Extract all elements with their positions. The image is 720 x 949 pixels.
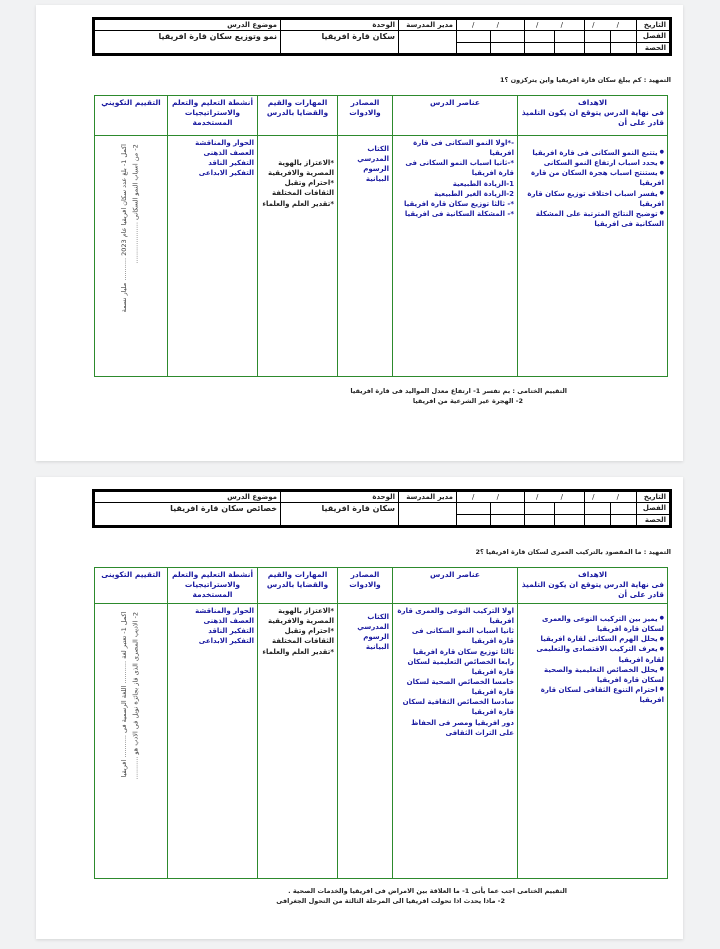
lesson-header-table bbox=[92, 489, 672, 528]
period-cell[interactable] bbox=[457, 43, 491, 55]
activity-item: الحوار والمناقشة bbox=[195, 607, 254, 615]
resources-cell bbox=[338, 604, 393, 879]
final-assessment-line: التقييم الختامى : بم تفسر 1- ارتفاع معدل المواليد فى قارة افريقيا bbox=[350, 387, 567, 395]
resource-item: الكتاب المدرسي bbox=[357, 613, 389, 632]
period-cell[interactable] bbox=[491, 43, 525, 55]
skill-item: *احترام وتقبل الثقافات المختلفة bbox=[272, 627, 334, 646]
lesson-plan-table bbox=[94, 567, 668, 879]
unit-value: سكان قارة افريقيا bbox=[281, 503, 399, 527]
objective-item: ● يحلل الخصائص التعليمية والصحية لسكان قارة افريقيا bbox=[521, 665, 664, 685]
unit-label: الوحدة bbox=[281, 491, 399, 503]
objective-item: ● توضيح النتائج المترتبة على المشكلة السكانية فى افريقيا bbox=[521, 209, 664, 229]
intro-question: التمهيد : كم يبلغ سكان قارة افريقيا واين يتركزون ؟1 bbox=[500, 76, 671, 84]
period-cell[interactable] bbox=[611, 515, 637, 527]
class-label: الفصل bbox=[637, 503, 671, 515]
element-item: رابعا الخصائص التعليمية لسكان قارة افريقيا bbox=[407, 657, 514, 676]
document-page-2 bbox=[36, 477, 683, 939]
intro-question: التمهيد : ما المقصود بالتركيب العمرى لسكان قارة افريقيا ؟2 bbox=[475, 548, 671, 556]
objectives-title: الاهداف bbox=[578, 570, 607, 579]
activity-item: العصف الذهنى bbox=[203, 149, 254, 158]
date-label: التاريخ bbox=[637, 19, 671, 31]
date-slot[interactable]: / / bbox=[525, 19, 585, 31]
activities-cell bbox=[168, 136, 258, 377]
activities-header: أنشطة التعليم والتعلم والاستراتيجيات المستخدمة bbox=[168, 568, 258, 604]
objective-item: ● يستنتج اسباب هجرة السكان من قارة افريقيا bbox=[521, 168, 664, 188]
topic-label: موضوع الدرس bbox=[94, 19, 281, 31]
element-item: ثالثا توزيع سكان قارة افريقيا bbox=[413, 647, 514, 656]
objective-item: ● يحدد اسباب ارتفاع النمو السكانى bbox=[521, 158, 664, 168]
element-item: اولا التركيب النوعى والعمرى قارة افريقيا bbox=[397, 607, 514, 626]
class-cell[interactable] bbox=[585, 503, 611, 515]
element-item: *- المشكلة السكانية فى افريقيا bbox=[404, 209, 514, 218]
topic-label: موضوع الدرس bbox=[94, 491, 281, 503]
element-item: دور افريقيا ومصر فى الحفاظ على التراث الثقافى bbox=[411, 718, 514, 737]
document-page-1 bbox=[36, 5, 683, 461]
class-cell[interactable] bbox=[611, 31, 637, 43]
period-cell[interactable] bbox=[555, 515, 585, 527]
skill-item: *الاعتزاز بالهوية المصرية والافريقية bbox=[268, 607, 334, 626]
objectives-cell bbox=[518, 604, 668, 879]
period-cell[interactable] bbox=[555, 43, 585, 55]
lesson-plan-table bbox=[94, 95, 668, 377]
element-item: *-ثانيا اسباب النمو السكانى فى قارة افريقيا bbox=[405, 159, 514, 178]
objective-item: ● احترام التنوع الثقافى لسكان قارة افريقيا bbox=[521, 685, 664, 705]
activity-item: التفكير الابداعى bbox=[198, 169, 254, 178]
final-assessment-line: 2- ماذا يحدث اذا تحولت افريقيا الى المرحلة الثالثة من التحول الجغرافى bbox=[276, 896, 505, 905]
principal-signature[interactable] bbox=[399, 503, 457, 527]
date-slot[interactable]: / / bbox=[585, 19, 637, 31]
resources-header: المصادر والادوات bbox=[338, 96, 393, 136]
final-assessment-line: التقييم الختامى اجب عما يأتى 1- ما العلاقة بين الامراض فى افريقيا والخدمات الصحية . bbox=[288, 887, 567, 895]
activity-item: الحوار والمناقشة bbox=[195, 139, 254, 147]
date-label: التاريخ bbox=[637, 491, 671, 503]
element-item: 1-الزيادة الطبيعية bbox=[452, 179, 514, 188]
period-cell[interactable] bbox=[457, 515, 491, 527]
date-slot[interactable]: / / bbox=[457, 19, 525, 31]
skill-item: *تقدير العلم والعلماء bbox=[262, 199, 334, 208]
date-slot[interactable]: / / bbox=[585, 491, 637, 503]
assessment-item: اكمل 1- تعتبر لغة ........... اللغة الرسمية فى ........... افريقيا bbox=[120, 612, 129, 778]
element-item: ثانيا اسباب النمو السكانى فى قارة افريقيا bbox=[411, 627, 514, 646]
period-cell[interactable] bbox=[525, 515, 555, 527]
objective-item: ● يفسر اسباب اختلاف توزيع سكان قارة افريقيا bbox=[521, 189, 664, 209]
class-cell[interactable] bbox=[457, 31, 491, 43]
assessment-cell bbox=[95, 604, 168, 879]
skill-item: *الاعتزاز بالهوية المصرية والافريقية bbox=[268, 159, 334, 178]
class-cell[interactable] bbox=[457, 503, 491, 515]
skill-item: *تقدير العلم والعلماء bbox=[262, 647, 334, 656]
period-cell[interactable] bbox=[525, 43, 555, 55]
date-slot[interactable]: / / bbox=[525, 491, 585, 503]
objective-item: ● يحلل الهرم السكانى لقارة افريقيا bbox=[521, 634, 664, 644]
class-cell[interactable] bbox=[555, 503, 585, 515]
class-cell[interactable] bbox=[525, 31, 555, 43]
skills-cell bbox=[258, 136, 338, 377]
elements-header: عناصر الدرس bbox=[393, 568, 518, 604]
date-slot[interactable]: / / bbox=[457, 491, 525, 503]
unit-value: سكان قارة افريقيا bbox=[281, 31, 399, 55]
activities-header: أنشطة التعليم والتعلم والاستراتيجيات المستخدمة bbox=[168, 96, 258, 136]
skills-header: المهارات والقيم والقضايا بالدرس bbox=[258, 568, 338, 604]
skill-item: *احترام وتقبل الثقافات المختلفة bbox=[272, 179, 334, 198]
period-cell[interactable] bbox=[611, 43, 637, 55]
element-item: *- ثالثا توزيع سكان قارة افريقيا bbox=[403, 199, 514, 208]
assessment-header: التقييم التكوينى bbox=[95, 568, 168, 604]
assessment-item: اكمل 1- بلغ عدد سكان افريقيا عام 2023 ........... مليار نسمة bbox=[120, 144, 129, 313]
period-cell[interactable] bbox=[585, 43, 611, 55]
principal-label: مدير المدرسة bbox=[399, 19, 457, 31]
objective-item: ● يميز بين التركيب النوعى والعمرى لسكان قارة افريقيا bbox=[521, 614, 664, 634]
element-item: خامسا الخصائص الصحية لسكان قارة افريقيا bbox=[406, 677, 514, 697]
period-label: الحصة bbox=[637, 43, 671, 55]
assessment-text bbox=[119, 612, 142, 779]
activity-item: العصف الذهنى bbox=[203, 617, 254, 626]
activity-item: التفكير الناقد bbox=[208, 159, 254, 168]
objectives-header bbox=[518, 568, 668, 604]
resource-item: الكتاب المدرسي bbox=[357, 145, 389, 164]
topic-value: نمو وتوزيع سكان قارة افريقيا bbox=[94, 31, 281, 55]
objectives-header bbox=[518, 96, 668, 136]
class-cell[interactable] bbox=[491, 503, 525, 515]
resources-header: المصادر والادوات bbox=[338, 568, 393, 604]
activity-item: التفكير الناقد bbox=[208, 627, 254, 636]
activity-item: التفكير الابداعى bbox=[198, 637, 254, 646]
resource-item: الرسوم البيانية bbox=[363, 633, 389, 652]
assessment-item: 2- الاديب المصرى الذى فاز بجائزة نوبل فى الادب هو ........... bbox=[132, 612, 140, 780]
activities-cell bbox=[168, 604, 258, 879]
objectives-subtitle: فى نهاية الدرس يتوقع ان يكون التلميذ قادر على أن bbox=[521, 108, 664, 128]
lesson-header-table bbox=[92, 17, 672, 56]
unit-label: الوحدة bbox=[281, 19, 399, 31]
objectives-subtitle: فى نهاية الدرس يتوقع ان يكون التلميذ قادر على أن bbox=[521, 580, 664, 600]
class-cell[interactable] bbox=[611, 503, 637, 515]
resource-item: الرسوم البيانية bbox=[363, 165, 389, 184]
topic-value: خصائص سكان قارة افريقيا bbox=[94, 503, 281, 527]
class-cell[interactable] bbox=[585, 31, 611, 43]
period-cell[interactable] bbox=[585, 515, 611, 527]
resources-cell bbox=[338, 136, 393, 377]
assessment-text bbox=[119, 144, 142, 312]
class-cell[interactable] bbox=[491, 31, 525, 43]
element-item: سادسا الخصائص الثقافية لسكان قارة افريقيا bbox=[402, 698, 514, 717]
class-label: الفصل bbox=[637, 31, 671, 43]
objectives-title: الاهداف bbox=[578, 98, 607, 107]
principal-signature[interactable] bbox=[399, 31, 457, 55]
final-assessment bbox=[350, 387, 567, 407]
final-assessment-line: 2- الهجرة غير الشرعية من افريقيا bbox=[412, 396, 523, 405]
element-item: 2-الزيادة الغير الطبيعية bbox=[434, 189, 514, 198]
assessment-cell bbox=[95, 136, 168, 377]
assessment-header: التقييم التكويني bbox=[95, 96, 168, 136]
element-item: -*اولا النمو السكانى فى قارة افريقيا bbox=[413, 139, 514, 158]
objective-item: ● يعرف التركيب الاقتصادى والتعليمى لقارة افريقيا bbox=[521, 644, 664, 664]
elements-header: عناصر الدرس bbox=[393, 96, 518, 136]
period-cell[interactable] bbox=[491, 515, 525, 527]
assessment-item: 2- من اسباب النمو السكانى .................... bbox=[132, 144, 140, 264]
class-cell[interactable] bbox=[525, 503, 555, 515]
objective-item: ● يتتبع النمو السكانى فى قارة افريقيا bbox=[521, 148, 664, 158]
class-cell[interactable] bbox=[555, 31, 585, 43]
skills-cell bbox=[258, 604, 338, 879]
skills-header: المهارات والقيم والقضايا بالدرس bbox=[258, 96, 338, 136]
elements-cell bbox=[393, 136, 518, 377]
objectives-cell bbox=[518, 136, 668, 377]
final-assessment bbox=[276, 887, 567, 907]
elements-cell bbox=[393, 604, 518, 879]
period-label: الحصة bbox=[637, 515, 671, 527]
principal-label: مدير المدرسة bbox=[399, 491, 457, 503]
